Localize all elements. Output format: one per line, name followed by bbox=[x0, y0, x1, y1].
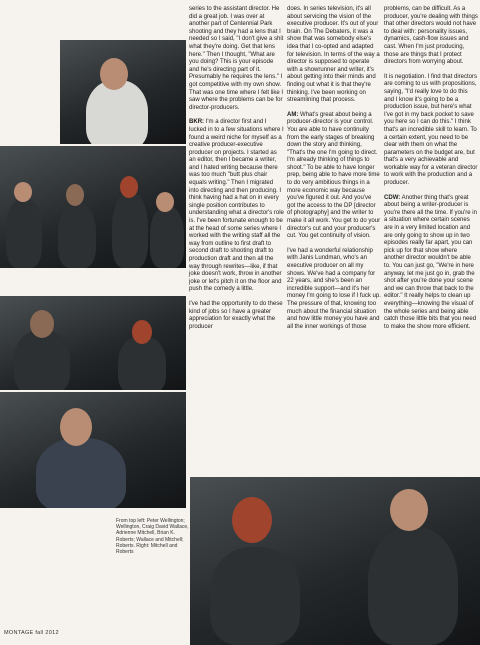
photo-brian-roberts bbox=[0, 392, 186, 508]
paragraph bbox=[287, 112, 381, 241]
paragraph bbox=[189, 6, 284, 112]
paragraph-text: I've had a wonderful relationship with Janis Lundman, who's an executive producer on all my shows. We've had a company for 22 years, and she's been an incredible support—and it's her money I'm going to lose if I fuck up. The pressure of that, knowing too much about the financial situation and how little money you have and all the inner workings of those bbox=[287, 247, 381, 330]
paragraph bbox=[189, 301, 284, 331]
text-column-2 bbox=[287, 6, 381, 338]
photo-mitchell-and-roberts bbox=[190, 477, 480, 645]
paragraph-text: I've had the opportunity to do these kind of jobs so I have a greater appreciation for exactly what the producer bbox=[189, 300, 283, 330]
paragraph bbox=[189, 119, 284, 294]
photo-peter-wellington bbox=[60, 40, 186, 144]
paragraph bbox=[384, 74, 479, 188]
paragraph-text: series to the assistant director. He did a great job. I was over at another part of Centennial Park shooting and they had a lens that I needed so I said, "I don't give a shit what they're doing. Get that lens here." Then I thought, "What are you doing? This is your episode and he's directing part of it. Presumably he requires the lens." I got competitive with my own show. That was one time where I felt like I saw where the problems can be for director-producers. bbox=[189, 6, 284, 111]
magazine-name: MONTAGE bbox=[4, 630, 34, 636]
paragraph bbox=[287, 6, 381, 105]
speaker-label: AM: bbox=[287, 111, 299, 118]
photo-wallace-and-mitchell bbox=[0, 296, 186, 390]
paragraph-text: It is negotiation. I find that directors are coming to us with propositions, saying, "I'd really love to do this and I know it's going to be a production issue, but here's what I've got in my back pocket to save you here so I can do this." I think that's an incredible skill to learn. To a certain extent, you need to be clear with them on what the parameters on the budget are, but that's a very achievable and workable way for a veteran director to work with the production and a producer. bbox=[384, 73, 478, 187]
paragraph-text: does. In series television, it's all about servicing the vision of the executive producer. It's out of your brain. On The Debaters, it was a show that was somebody else's idea that I co-opted and adapted for television. In terms of the way a director is supposed to operate with a showrunner and writer, it's about getting into their minds and finding out what it is that they're thinking. I've been working on streamlining that process. bbox=[287, 6, 380, 104]
text-column-3 bbox=[384, 6, 479, 338]
photo-panel-group bbox=[0, 146, 186, 268]
photo-caption: From top left: Peter Wellington; Wellington, Craig David Wallace, Adrienne Mitchell, Brian K. Roberts; Wallace and Mitchell; Roberts. Right: Mitchell and Roberts bbox=[116, 518, 189, 556]
text-column-1 bbox=[189, 6, 284, 338]
paragraph bbox=[287, 248, 381, 332]
speaker-label: CDW: bbox=[384, 194, 401, 201]
paragraph-text: I'm a director first and I lucked in to a few situations where I found a weird niche for myself as a creative producer-executive producer on projects. I started as an editor, then I became a writer, and I hated writing because there was too much "butt plus chair equals writing." Then I migrated into directing and then producing. I think having had a hat on in every single position contributes to understanding what a director's role is. I've been fortunate enough to be at the head of some series where I worked with the writing staff all the way from outline to first draft to second draft to shooting draft to production draft and then all the way through rewrites—like, if that joke doesn't work, throw in another joke or let's pitch it on the floor and push the comedy a little. bbox=[189, 119, 284, 293]
paragraph-text: problems, can be difficult. As a producer, you're dealing with things that other directors would not have to deal with: personality issues, dynamics, cash-flow issues and cast. When I'm just producing, those are things that I protect directors from worrying about. bbox=[384, 6, 478, 66]
issue-label: fall 2012 bbox=[35, 630, 59, 636]
paragraph-text: Another thing that's great about being a writer-producer is you're there all the time. If you're in a situation where certain scenes are in a very limited location and are only going to show up in two episodes really far apart, you can pick up for that show where another director wouldn't be able to. You can just go, "We're in here anyway, let me just go in, grab the shot after you're done your scene and we can throw that back to the editor." It really helps to clean up everything—knowing the visual of the whole series and being able catch those little bits that you need to make the show more efficient. bbox=[384, 194, 477, 330]
paragraph bbox=[384, 6, 479, 67]
page-footer bbox=[4, 630, 59, 636]
paragraph bbox=[384, 195, 479, 332]
speaker-label: BKR: bbox=[189, 119, 205, 126]
paragraph-text: What's great about being a producer-director is your control. You are able to have continuity from the early stages of breaking down the story and thinking, "That's the one I'm going to direct. I'm already thinking of things to shoot." To be able to have longer prep, being able to have more time to do very ambitious things in a more economic way because you've figured it out. And you've got the access to the DP [director of photography] and the writer to make it all work. You get to do your director's cut and your producer's cut. You get continuity of vision. bbox=[287, 111, 381, 240]
